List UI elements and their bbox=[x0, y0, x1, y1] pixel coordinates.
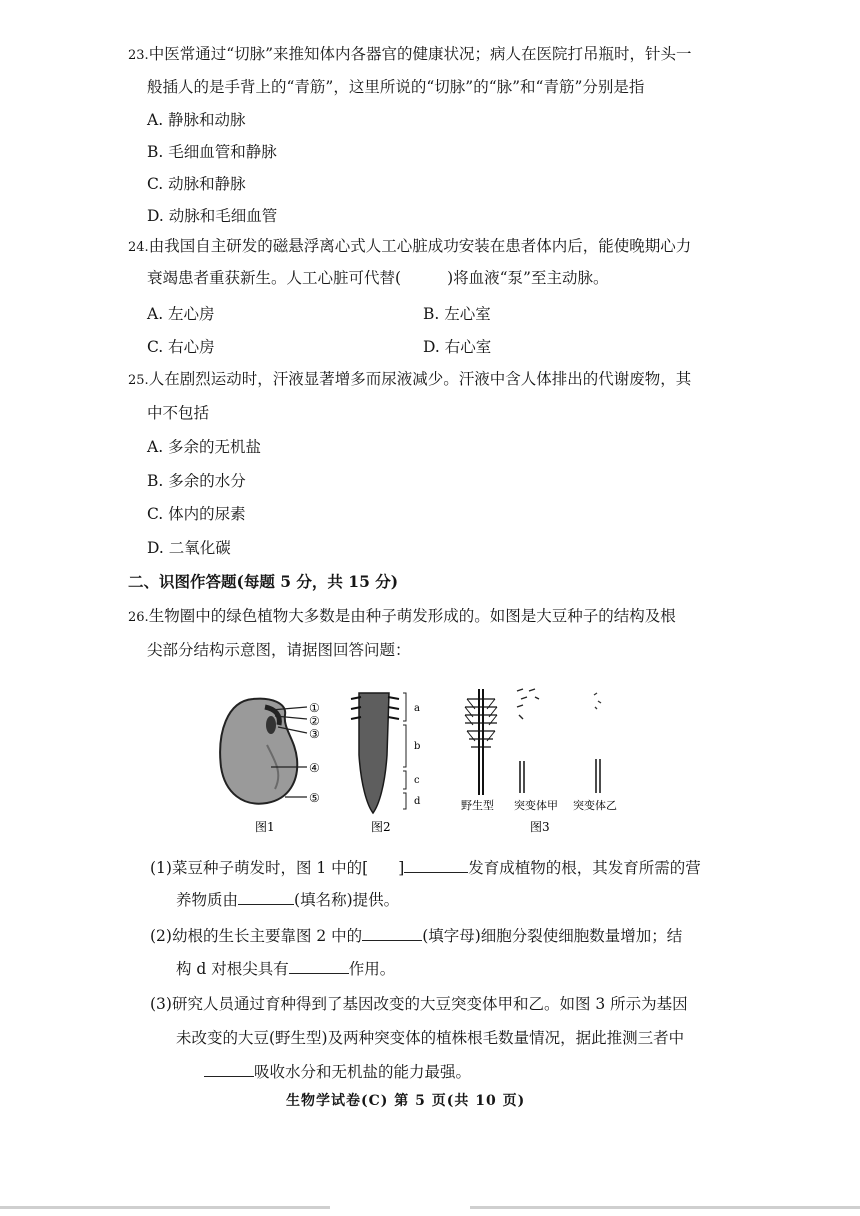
q25-number: 25. bbox=[128, 373, 149, 388]
answer-blank bbox=[404, 858, 468, 873]
q26-sub2-line2 bbox=[176, 959, 395, 979]
answer-blank bbox=[362, 926, 422, 941]
q24-option-b: B. 左心室 bbox=[423, 305, 491, 323]
q26-sub1-text1: (1)菜豆种子萌发时，图 1 中的[ bbox=[150, 859, 369, 877]
scan-edge bbox=[470, 1206, 860, 1209]
q26-line2: 尖部分结构示意图，请据图回答问题： bbox=[147, 641, 411, 659]
q26-sub1-line1 bbox=[150, 858, 701, 878]
q24-number: 24. bbox=[128, 240, 149, 255]
q23-line1 bbox=[128, 44, 692, 66]
fig1-label-3: ③ bbox=[309, 727, 320, 741]
fig2-label-d: d bbox=[414, 796, 421, 807]
q25-option-a: A. 多余的无机盐 bbox=[147, 438, 262, 456]
fig3-label-wild-type: 野生型 bbox=[461, 799, 494, 812]
q23-text1: 中医常通过“切脉”来推知体内各器官的健康状况；病人在医院打吊瓶时，针头一 bbox=[148, 45, 692, 63]
q25-option-b: B. 多余的水分 bbox=[147, 472, 246, 490]
q25-option-d: D. 二氧化碳 bbox=[147, 539, 231, 557]
q24-text2b: )将血液“泵”至主动脉。 bbox=[447, 269, 609, 287]
q24-text1: 由我国自主研发的磁悬浮离心式人工心脏成功安装在患者体内后，能使晚期心力 bbox=[148, 237, 692, 255]
q25-option-c: C. 体内的尿素 bbox=[147, 505, 246, 523]
q26-sub3-line1: (3)研究人员通过育种得到了基因改变的大豆突变体甲和乙。如图 3 所示为基因 bbox=[150, 995, 688, 1013]
fig3-wild-type-root bbox=[465, 689, 497, 795]
q26-sub2-text3: 构 d 对根尖具有 bbox=[176, 960, 289, 978]
q26-sub1-text2: ] bbox=[398, 859, 405, 877]
fig1-label-2: ② bbox=[309, 714, 320, 728]
fig3-caption: 图3 bbox=[530, 820, 550, 834]
q23-option-c: C. 动脉和静脉 bbox=[147, 175, 246, 193]
fig1-seed bbox=[220, 699, 307, 804]
q23-line2: 般插人的是手背上的“青筋”，这里所说的“切脉”的“脉”和“青筋”分别是指 bbox=[147, 78, 645, 96]
q24-option-a: A. 左心房 bbox=[147, 305, 215, 323]
fig2-label-c: c bbox=[414, 775, 420, 786]
q26-sub3-text3: 吸收水分和无机盐的能力最强。 bbox=[254, 1063, 472, 1081]
q24-line2 bbox=[147, 268, 608, 288]
q25-line1 bbox=[128, 369, 691, 391]
fig2-label-b: b bbox=[414, 741, 421, 752]
q26-sub1-text5: (填名称)提供。 bbox=[294, 891, 400, 909]
answer-blank bbox=[204, 1062, 254, 1077]
q23-option-d: D. 动脉和毛细血管 bbox=[147, 207, 278, 225]
fig1-label-1: ① bbox=[309, 701, 320, 715]
q24-option-d: D. 右心室 bbox=[423, 338, 492, 356]
q26-sub2-text2: (填字母)细胞分裂使细胞数量增加；结 bbox=[422, 927, 683, 945]
q25-line2: 中不包括 bbox=[147, 404, 210, 422]
fig2-root-tip bbox=[351, 693, 406, 813]
q23-option-b: B. 毛细血管和静脉 bbox=[147, 143, 277, 161]
fig1-label-4: ④ bbox=[309, 761, 320, 775]
q26-number: 26. bbox=[128, 610, 149, 625]
q26-sub2-text1: (2)幼根的生长主要靠图 2 中的 bbox=[150, 927, 363, 945]
fig1-caption: 图1 bbox=[255, 820, 275, 834]
section2-title: 二、识图作答题(每题 5 分，共 15 分) bbox=[128, 572, 399, 591]
q24-text2a: 衰竭患者重获新生。人工心脏可代替( bbox=[147, 269, 402, 287]
fig3-mutant-b-root bbox=[594, 693, 601, 793]
fig2-caption: 图2 bbox=[371, 820, 391, 834]
soybean-figure bbox=[205, 685, 645, 840]
fig1-label-5: ⑤ bbox=[309, 791, 320, 805]
fig3-mutant-a-root bbox=[517, 689, 539, 793]
page-footer: 生物学试卷(C) 第 5 页(共 10 页) bbox=[286, 1093, 526, 1109]
q24-option-c: C. 右心房 bbox=[147, 338, 215, 356]
scan-edge bbox=[0, 1206, 330, 1209]
answer-blank bbox=[238, 890, 294, 905]
q26-sub2-line1 bbox=[150, 926, 682, 946]
q26-sub3-line3 bbox=[204, 1062, 471, 1082]
q26-sub3-line2: 未改变的大豆(野生型)及两种突变体的植株根毛数量情况，据此推测三者中 bbox=[176, 1029, 685, 1047]
q26-text1: 生物圈中的绿色植物大多数是由种子萌发形成的。如图是大豆种子的结构及根 bbox=[148, 607, 676, 625]
fig3-label-mutant-b: 突变体乙 bbox=[573, 799, 617, 812]
q26-sub1-line2 bbox=[176, 890, 399, 910]
q24-line1 bbox=[128, 236, 691, 258]
fig2-label-a: a bbox=[414, 703, 420, 714]
q23-number: 23. bbox=[128, 48, 149, 63]
q23-option-a: A. 静脉和动脉 bbox=[147, 111, 246, 129]
fig3-label-mutant-a: 突变体甲 bbox=[514, 799, 558, 812]
q26-sub1-text3: 发育成植物的根，其发育所需的营 bbox=[468, 859, 701, 877]
q26-line1 bbox=[128, 606, 676, 628]
q26-sub2-text4: 作用。 bbox=[348, 960, 396, 978]
q26-sub1-text4: 养物质由 bbox=[176, 891, 239, 909]
answer-blank bbox=[289, 959, 349, 974]
q25-text1: 人在剧烈运动时，汗液显著增多而尿液减少。汗液中含人体排出的代谢废物，其 bbox=[148, 370, 692, 388]
